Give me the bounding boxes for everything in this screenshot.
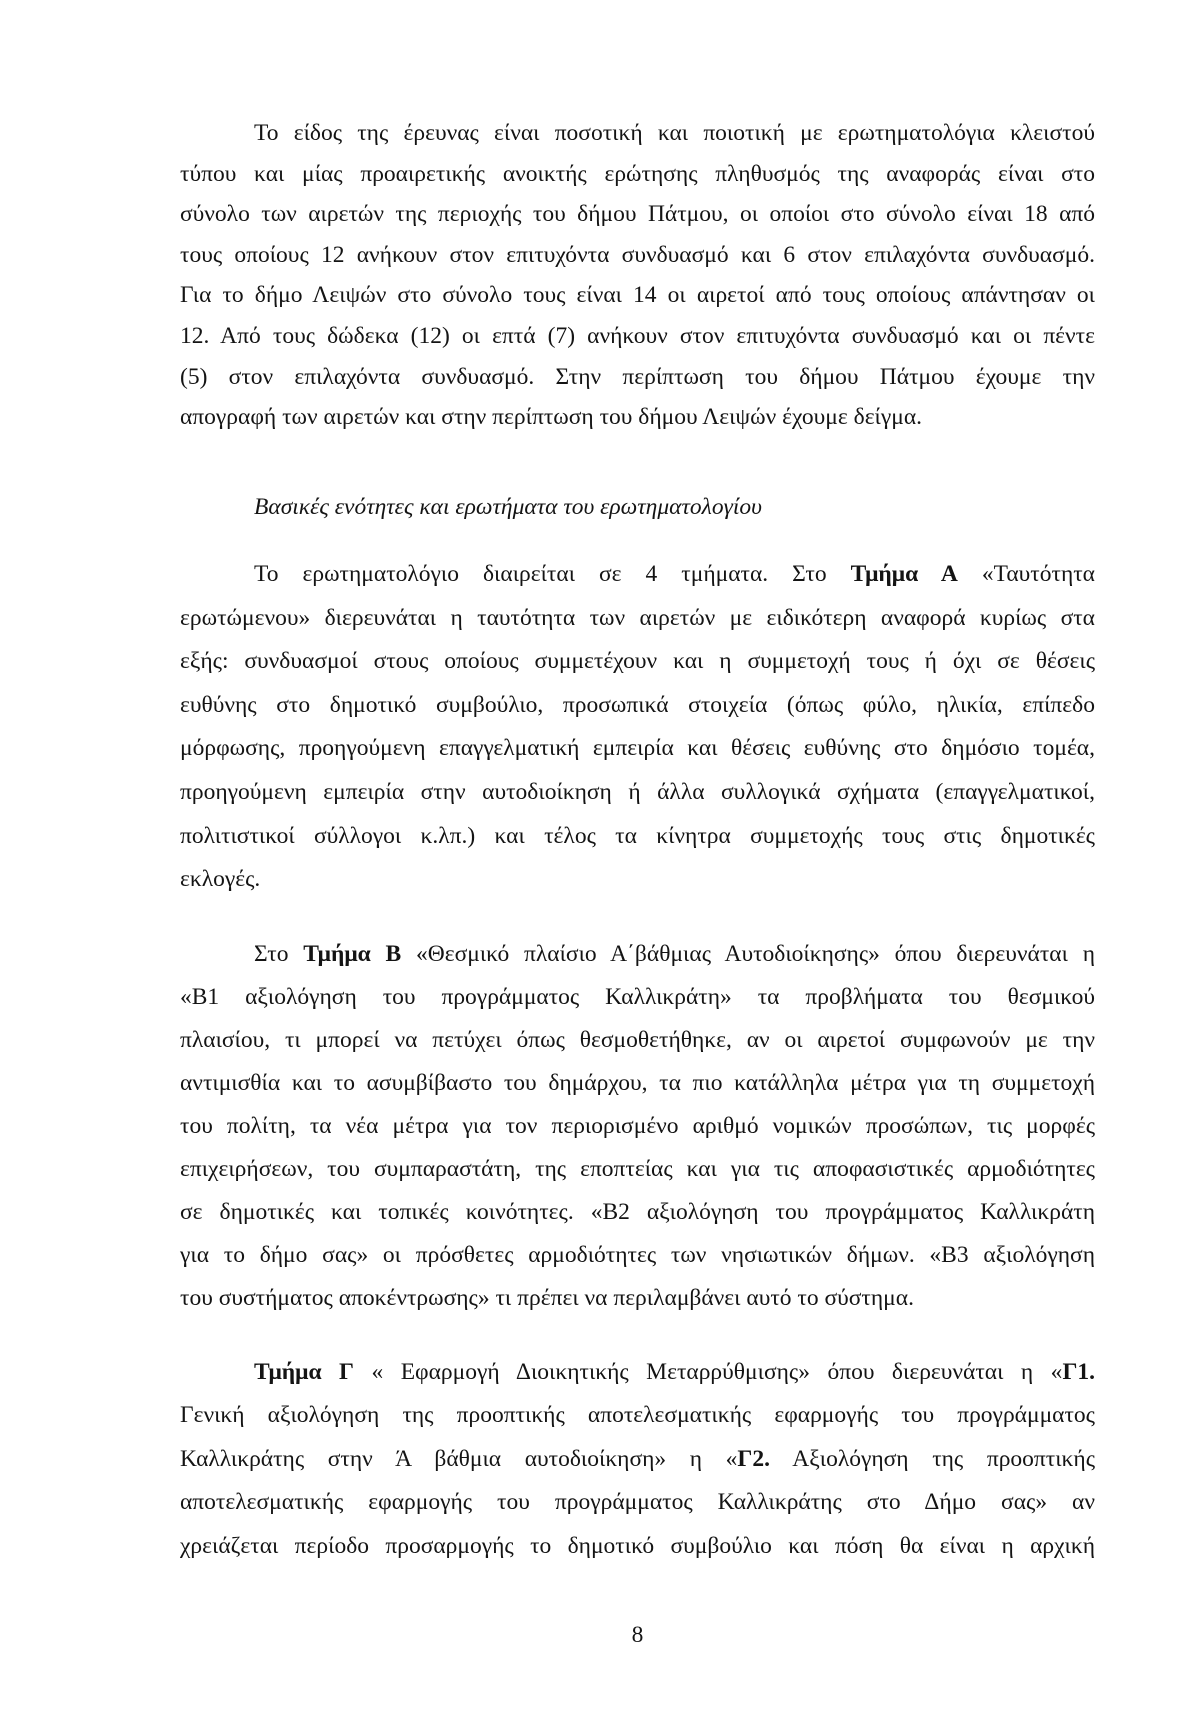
text-line: Γενική αξιολόγηση της προοπτικής αποτελεσματικής εφαρμογής του προγράμματος xyxy=(180,1402,1095,1429)
text-line: 12. Από τους δώδεκα (12) οι επτά (7) ανήκουν στον επιτυχόντα συνδυασμό και οι πέντε xyxy=(180,322,1095,349)
text-line xyxy=(180,933,1095,976)
text-line: μόρφωσης, προηγούμενη επαγγελματική εμπειρία και θέσεις ευθύνης στο δημόσιο τομέα, xyxy=(180,735,1095,762)
text-line: σύνολο των αιρετών της περιοχής του δήμου Πάτμου, οι οποίοι στο σύνολο είναι 18 από xyxy=(180,201,1095,228)
text-line: αποτελεσματικής εφαρμογής του προγράμματος Καλλικράτης στο Δήμο σας» αν xyxy=(180,1489,1095,1516)
paragraph-1 xyxy=(180,113,1095,438)
text-segment: «Θεσμικό πλαίσιο Α΄βάθμιας Αυτοδιοίκησης» όπου διερευνάται η xyxy=(401,941,1095,967)
text-segment: Καλλικράτης στην Ά βάθμια αυτοδιοίκηση» η « xyxy=(180,1445,738,1472)
paragraph-2 xyxy=(180,553,1095,902)
text-segment: « Εφαρμογή Διοικητικής Μεταρρύθμισης» όπου διερευνάται η « xyxy=(354,1359,1063,1385)
text-line: χρειάζεται περίοδο προσαρμογής το δημοτικό συμβούλιο και πόση θα είναι η αρχική xyxy=(180,1532,1095,1559)
text-line: προηγούμενη εμπειρία στην αυτοδιοίκηση ή άλλα συλλογικά σχήματα (επαγγελματικοί, xyxy=(180,778,1095,805)
text-line: τους οποίους 12 ανήκουν στον επιτυχόντα συνδυασμό και 6 στον επιλαχόντα συνδυασμό. xyxy=(180,241,1095,268)
text-line xyxy=(180,1438,1095,1481)
text-line: απογραφή των αιρετών και στην περίπτωση του δήμου Λειψών έχουμε δείγμα. xyxy=(180,404,923,431)
bold-item-label: Γ2. xyxy=(737,1445,770,1472)
paragraph-3 xyxy=(180,933,1095,1320)
bold-section-label: Τμήμα Α xyxy=(850,561,958,587)
text-line: του πολίτη, τα νέα μέτρα για τον περιορισμένο αριθμό νομικών προσώπων, τις μορφές xyxy=(180,1113,1095,1139)
text-line: εξής: συνδυασμοί στους οποίους συμμετέχουν και η συμμετοχή τους ή όχι σε θέσεις xyxy=(180,648,1095,675)
paragraph-4 xyxy=(180,1351,1095,1568)
text-line: επιχειρήσεων, του συμπαραστάτη, της εποπτείας και για τις αποφασιστικές αρμοδιότητες xyxy=(180,1156,1095,1182)
text-line: (5) στον επιλαχόντα συνδυασμό. Στην περίπτωση του δήμου Πάτμου έχουμε την xyxy=(180,363,1095,390)
text-line: ευθύνης στο δημοτικό συμβούλιο, προσωπικά στοιχεία (όπως φύλο, ηλικία, επίπεδο xyxy=(180,691,1095,718)
text-line xyxy=(180,553,1095,597)
text-line: πολιτιστικοί σύλλογοι κ.λπ.) και τέλος τα κίνητρα συμμετοχής τους στις δημοτικές xyxy=(180,822,1095,849)
text-line: αντιμισθία και το ασυμβίβαστο του δημάρχου, τα πιο κατάλληλα μέτρα για τη συμμετοχή xyxy=(180,1070,1095,1096)
text-line: τύπου και μίας προαιρετικής ανοικτής ερώτησης πληθυσμός της αναφοράς είναι στο xyxy=(180,160,1095,187)
bold-section-label: Τμήμα Γ xyxy=(254,1359,354,1385)
section-heading: Βασικές ενότητες και ερωτήματα του ερωτηματολογίου xyxy=(254,494,762,520)
bold-item-label: Γ1. xyxy=(1062,1359,1096,1385)
text-line: εκλογές. xyxy=(180,866,261,893)
text-line: του συστήματος αποκέντρωσης» τι πρέπει να περιλαμβάνει αυτό το σύστημα. xyxy=(180,1285,914,1311)
text-line: σε δημοτικές και τοπικές κοινότητες. «Β2 αξιολόγηση του προγράμματος Καλλικράτη xyxy=(180,1199,1095,1225)
text-line: Για το δήμο Λειψών στο σύνολο τους είναι 14 οι αιρετοί από τους οποίους απάντησαν οι xyxy=(180,282,1095,309)
text-line: ερωτώμενου» διερευνάται η ταυτότητα των αιρετών με ειδικότερη αναφορά κυρίως στα xyxy=(180,604,1095,631)
text-segment: Αξιολόγηση της προοπτικής xyxy=(770,1445,1095,1472)
text-segment: Το ερωτηματολόγιο διαιρείται σε 4 τμήματα. Στο xyxy=(254,561,851,587)
text-line xyxy=(180,1351,1095,1394)
bold-section-label: Τμήμα Β xyxy=(303,941,402,967)
text-line: για το δήμο σας» οι πρόσθετες αρμοδιότητες των νησιωτικών δήμων. «Β3 αξιολόγηση xyxy=(180,1242,1095,1268)
text-line: «Β1 αξιολόγηση του προγράμματος Καλλικράτη» τα προβλήματα του θεσμικού xyxy=(180,984,1095,1010)
text-line: πλαισίου, τι μπορεί να πετύχει όπως θεσμοθετήθηκε, αν οι αιρετοί συμφωνούν με την xyxy=(180,1027,1095,1053)
page-number: 8 xyxy=(631,1622,644,1648)
text-line: Το είδος της έρευνας είναι ποσοτική και ποιοτική με ερωτηματολόγια κλειστού xyxy=(254,120,1095,146)
text-segment: «Ταυτότητα xyxy=(957,561,1095,587)
text-segment: Στο xyxy=(254,941,304,967)
